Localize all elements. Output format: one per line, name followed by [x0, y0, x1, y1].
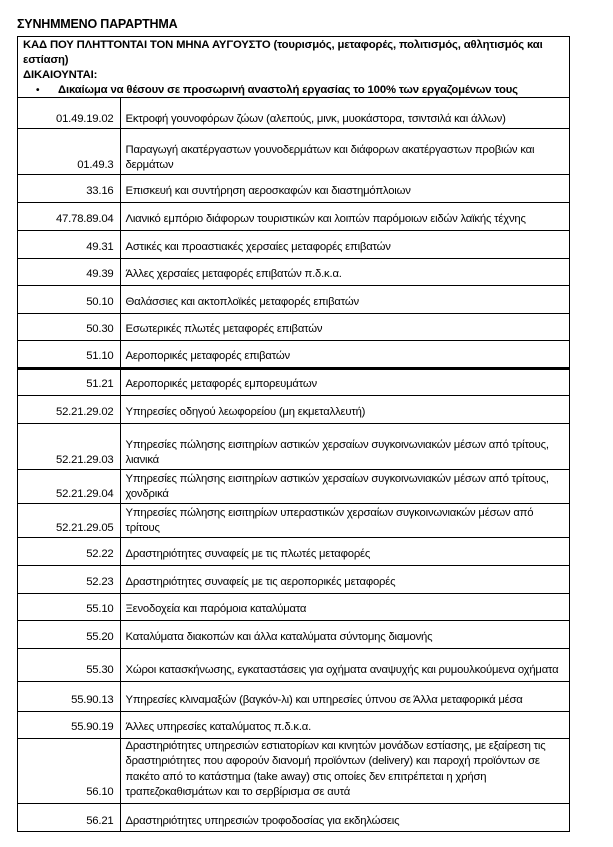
- kad-code: 56.21: [18, 803, 120, 831]
- table-row: [18, 738, 569, 803]
- kad-code: 55.90.19: [18, 711, 120, 738]
- kad-code: 50.10: [18, 285, 120, 313]
- kad-code: 51.10: [18, 340, 120, 368]
- table-row: [18, 313, 569, 340]
- kad-description: Υπηρεσίες πώλησης εισιτηρίων υπεραστικών χερσαίων συγκοινωνιακών μέσων από τρίτους: [120, 503, 569, 537]
- kad-description: Υπηρεσίες κλιναμαξών (βαγκόν-λι) και υπηρεσίες ύπνου σε Άλλα μεταφορικά μέσα: [120, 681, 569, 711]
- table-row: [18, 395, 569, 423]
- kad-description: Χώροι κατασκήνωσης, εγκαταστάσεις για οχήματα αναψυχής και ρυμουλκούμενα οχήματα: [120, 648, 569, 681]
- table-row: [18, 423, 569, 469]
- kad-code: 52.22: [18, 537, 120, 565]
- header-entitled-label: ΔΙΚΑΙΟΥΝΤΑΙ:: [23, 69, 98, 81]
- kad-code: 52.21.29.04: [18, 469, 120, 503]
- kad-code: 49.31: [18, 230, 120, 258]
- header-title: ΚΑΔ ΠΟΥ ΠΛΗΤΤΟΝΤΑΙ ΤΟΝ ΜΗΝΑ ΑΥΓΟΥΣΤΟ (τουρισμός, μεταφορές, πολιτισμός, αθλητισμός και εστίαση): [23, 39, 543, 66]
- table-row: [18, 258, 569, 285]
- table-row: [18, 681, 569, 711]
- kad-code: 52.23: [18, 565, 120, 593]
- kad-code: 56.10: [18, 738, 120, 803]
- table-row: [18, 285, 569, 313]
- document-title: ΣΥΝΗΜΜΕΝΟ ΠΑΡΑΡΤΗΜΑ: [17, 17, 178, 31]
- kad-code: 01.49.3: [18, 128, 120, 174]
- table-row: [18, 711, 569, 738]
- table-row: [18, 503, 569, 537]
- kad-code: 47.78.89.04: [18, 202, 120, 230]
- kad-code: 55.30: [18, 648, 120, 681]
- kad-description: Αεροπορικές μεταφορές εμπορευμάτων: [120, 368, 569, 395]
- table-row: [18, 98, 569, 128]
- kad-description: Δραστηριότητες υπηρεσιών εστιατορίων και κινητών μονάδων εστίασης, με εξαίρεση τις δραστηριότητες που αφορούν διανομή προϊόντων (delivery) και παροχή προϊόντων σε πακέτο από το κατάστημα (take away) στις οποίες δεν επιτρέπεται η χρήση τραπεζοκαθισμάτων και το σερβίρισμα σε αυτά: [120, 738, 569, 803]
- header-bullet-text: Δικαίωμα να θέσουν σε προσωρινή αναστολή εργασίας το 100% των εργαζομένων τους: [58, 84, 518, 96]
- kad-code: 52.21.29.02: [18, 395, 120, 423]
- bullet-icon: •: [36, 85, 40, 96]
- kad-code: 50.30: [18, 313, 120, 340]
- kad-description: Καταλύματα διακοπών και άλλα καταλύματα σύντομης διαμονής: [120, 620, 569, 648]
- kad-description: Θαλάσσιες και ακτοπλοϊκές μεταφορές επιβατών: [120, 285, 569, 313]
- kad-code: 55.10: [18, 593, 120, 620]
- kad-code: 33.16: [18, 174, 120, 202]
- kad-description: Υπηρεσίες οδηγού λεωφορείου (μη εκμεταλλευτή): [120, 395, 569, 423]
- kad-table-container: [17, 36, 570, 832]
- kad-description: Εσωτερικές πλωτές μεταφορές επιβατών: [120, 313, 569, 340]
- kad-description: Αεροπορικές μεταφορές επιβατών: [120, 340, 569, 368]
- kad-code: 55.90.13: [18, 681, 120, 711]
- kad-description: Εκτροφή γουνοφόρων ζώων (αλεπούς, μινκ, μυοκάστορα, τσιντσιλά και άλλων): [120, 98, 569, 128]
- kad-description: Άλλες υπηρεσίες καταλύματος π.δ.κ.α.: [120, 711, 569, 738]
- kad-description: Άλλες χερσαίες μεταφορές επιβατών π.δ.κ.α.: [120, 258, 569, 285]
- kad-description: Επισκευή και συντήρηση αεροσκαφών και διαστημόπλοιων: [120, 174, 569, 202]
- table-row: [18, 174, 569, 202]
- kad-code: 52.21.29.05: [18, 503, 120, 537]
- kad-code: 55.20: [18, 620, 120, 648]
- table-header: [18, 37, 569, 98]
- kad-description: Παραγωγή ακατέργαστων γουνοδερμάτων και διάφορων ακατέργαστων προβιών και δερμάτων: [120, 128, 569, 174]
- table-row: [18, 620, 569, 648]
- kad-code: 51.21: [18, 368, 120, 395]
- kad-description: Δραστηριότητες υπηρεσιών τροφοδοσίας για εκδηλώσεις: [125, 814, 400, 827]
- table-row: [18, 128, 569, 174]
- kad-description: Λιανικό εμπόριο διάφορων τουριστικών και λοιπών παρόμοιων ειδών λαϊκής τέχνης: [120, 202, 569, 230]
- header-bullet-item: [23, 83, 565, 98]
- table-row: [18, 230, 569, 258]
- table-row: [18, 593, 569, 620]
- kad-code: 01.49.19.02: [18, 98, 120, 128]
- kad-code: 49.39: [18, 258, 120, 285]
- kad-description: Δραστηριότητες συναφείς με τις αεροπορικές μεταφορές: [120, 565, 569, 593]
- kad-description: Ξενοδοχεία και παρόμοια καταλύματα: [120, 593, 569, 620]
- table-row: [18, 469, 569, 503]
- table-row: [18, 537, 569, 565]
- table-row: [18, 340, 569, 368]
- kad-code: 52.21.29.03: [18, 423, 120, 469]
- kad-description: Αστικές και προαστιακές χερσαίες μεταφορές επιβατών: [120, 230, 569, 258]
- table-row: [18, 565, 569, 593]
- kad-description: Υπηρεσίες πώλησης εισιτηρίων αστικών χερσαίων συγκοινωνιακών μέσων από τρίτους, λιανικά: [120, 423, 569, 469]
- kad-table: [18, 98, 569, 831]
- table-row: [18, 803, 569, 831]
- table-row: [18, 368, 569, 395]
- table-row: [18, 648, 569, 681]
- table-row: [18, 202, 569, 230]
- kad-description: Δραστηριότητες συναφείς με τις πλωτές μεταφορές: [120, 537, 569, 565]
- kad-description: Υπηρεσίες πώλησης εισιτηρίων αστικών χερσαίων συγκοινωνιακών μέσων από τρίτους, χονδρικά: [120, 469, 569, 503]
